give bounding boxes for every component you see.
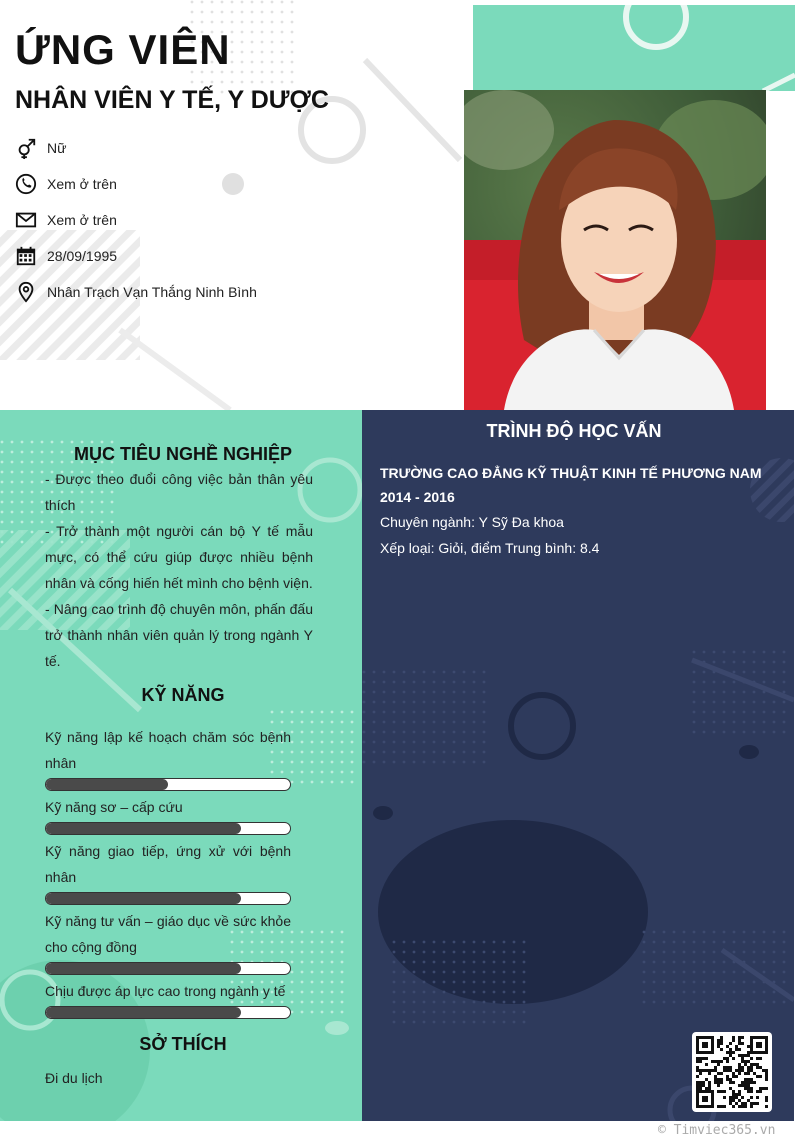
skill-bar-fill — [46, 963, 241, 974]
address-row — [15, 280, 257, 304]
skill-item — [45, 908, 291, 975]
watermark: © Timviec365.vn — [658, 1123, 776, 1138]
skill-label: Kỹ năng sơ – cấp cứu — [45, 799, 183, 815]
education-title: TRÌNH ĐỘ HỌC VẤN — [486, 421, 662, 441]
skill-item — [45, 724, 291, 791]
phone-row — [15, 172, 117, 196]
skill-item — [45, 978, 291, 1019]
education-major: Chuyên ngành: Y Sỹ Đa khoa — [380, 514, 564, 530]
skill-label: Kỹ năng tư vấn – giáo dục về sức khỏe cho cộng đồng — [45, 913, 291, 955]
hobbies-title: SỞ THÍCH — [139, 1034, 227, 1054]
skill-bar — [45, 1006, 291, 1019]
gender-row — [15, 136, 66, 160]
skill-bar-fill — [46, 779, 168, 790]
skill-bar-fill — [46, 1007, 241, 1018]
gender-value: Nữ — [47, 140, 67, 156]
email-row — [15, 208, 117, 232]
objective-body — [45, 466, 313, 674]
education-rank: Xếp loại: Giỏi, điểm Trung bình: 8.4 — [380, 540, 600, 556]
hobby-text: Đi du lịch — [45, 1070, 103, 1086]
objective-line: - Trở thành một người cán bộ Y tế mẫu mực, có thể cứu giúp được nhiều bệnh nhân và cống hiến hết mình cho bệnh viện. — [45, 523, 313, 591]
objective-title: MỤC TIÊU NGHỀ NGHIỆP — [73, 444, 292, 464]
birthday-value: 28/09/1995 — [47, 248, 118, 264]
objective-line: - Được theo đuổi công việc bản thân yêu thích — [45, 471, 313, 513]
skills-title: KỸ NĂNG — [141, 685, 225, 705]
skill-bar — [45, 822, 291, 835]
birthday-row — [15, 244, 117, 268]
calendar-icon — [15, 245, 37, 267]
skill-label: Chịu được áp lực cao trong ngành y tế — [45, 983, 286, 999]
email-icon — [15, 209, 37, 231]
phone-icon — [15, 173, 37, 195]
candidate-name: ỨNG VIÊN — [15, 26, 231, 73]
location-icon — [15, 281, 37, 303]
skill-label: Kỹ năng giao tiếp, ứng xử với bệnh nhân — [45, 843, 291, 885]
phone-value: Xem ở trên — [47, 176, 117, 192]
skill-item — [45, 794, 291, 835]
skill-item — [45, 838, 291, 905]
candidate-photo — [464, 90, 766, 410]
education-years: 2014 - 2016 — [380, 489, 455, 505]
skill-bar — [45, 962, 291, 975]
skill-bar — [45, 778, 291, 791]
skill-bar-fill — [46, 893, 241, 904]
objective-line: - Nâng cao trình độ chuyên môn, phấn đấu trở thành nhân viên quản lý trong ngành Y tế. — [45, 601, 313, 669]
skill-bar-fill — [46, 823, 241, 834]
education-school: TRƯỜNG CAO ĐẲNG KỸ THUẬT KINH TẾ PHƯƠNG NAM — [380, 465, 762, 481]
email-value: Xem ở trên — [47, 212, 117, 228]
job-position: NHÂN VIÊN Y TẾ, Y DƯỢC — [15, 86, 329, 114]
qr-code — [692, 1032, 772, 1112]
skill-bar — [45, 892, 291, 905]
header-accent-block — [473, 5, 795, 91]
address-value: Nhân Trạch Vạn Thắng Ninh Bình — [47, 284, 257, 300]
gender-icon — [15, 137, 37, 159]
skill-label: Kỹ năng lập kế hoạch chăm sóc bệnh nhân — [45, 729, 291, 771]
